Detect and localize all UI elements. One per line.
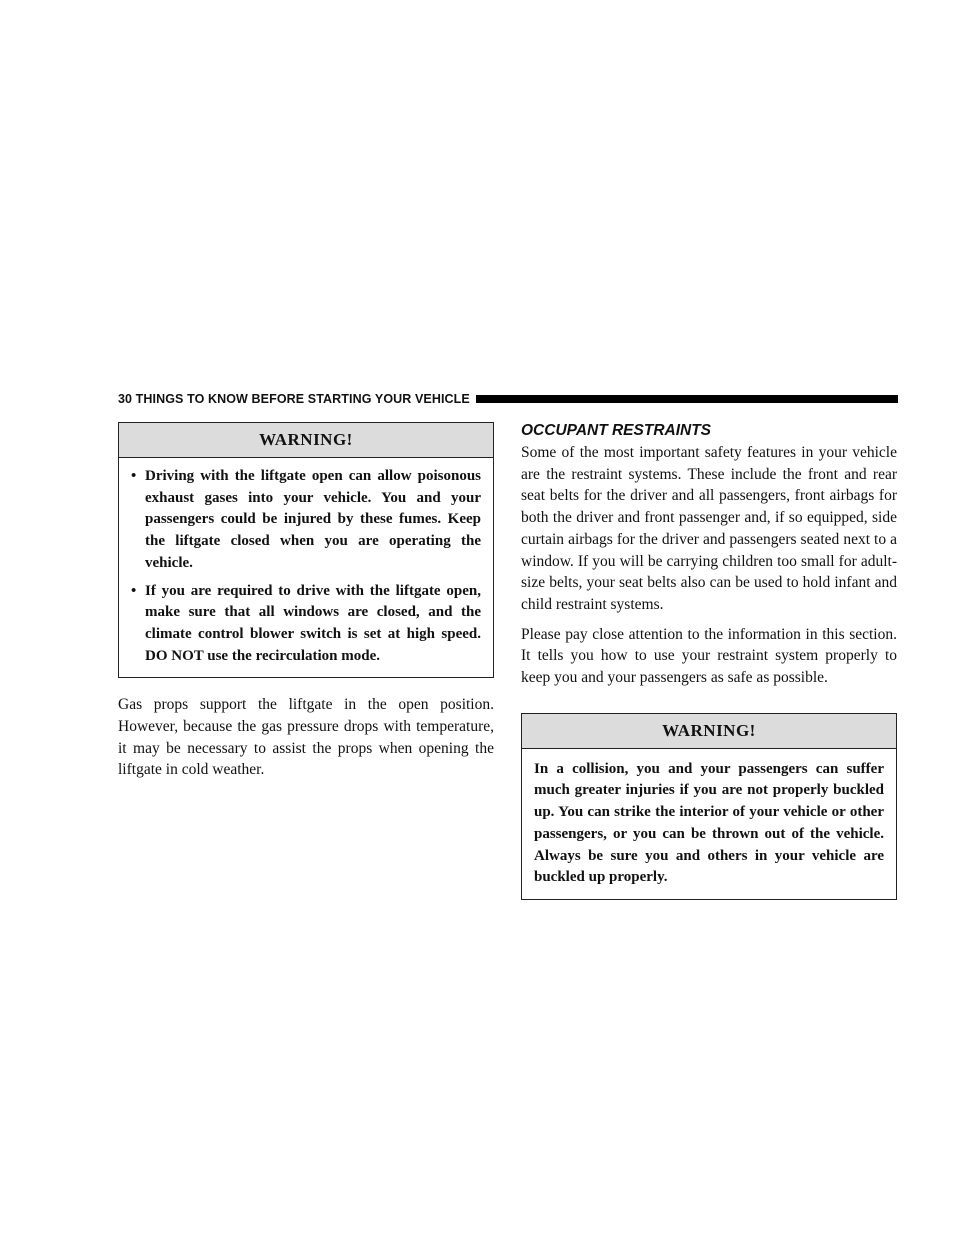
- warning-item-text: Driving with the liftgate open can allow poisonous exhaust gases into your vehicle. You and your passengers could be injured by these fumes. Keep the liftgate closed when you are operating the vehicle.: [145, 468, 481, 571]
- warning-title: WARNING!: [119, 423, 493, 458]
- warning-body: In a collision, you and your passengers can suffer much greater injuries if you are not properly buckled up. You can strike the interior of your vehicle or other passengers, or you can be thrown out of the vehicle. Always be sure you and others in your vehicle are buckled up properly.: [534, 760, 884, 886]
- section-title: OCCUPANT RESTRAINTS: [521, 422, 712, 439]
- warning-list: [131, 466, 481, 667]
- left-column: [118, 422, 494, 781]
- warning-list-item: [131, 581, 481, 668]
- restraints-paragraph-2: Please pay close attention to the information in this section. It tells you how to use your restraint system properly to keep you and your passengers as safe as possible.: [521, 625, 897, 687]
- warning-box-liftgate: [118, 422, 494, 678]
- right-column: [521, 422, 897, 900]
- warning-list-item: [131, 466, 481, 575]
- warning-box-seatbelts: [521, 713, 897, 900]
- warning-title: WARNING!: [522, 714, 896, 749]
- page-header: [118, 390, 898, 408]
- warning-item-text: If you are required to drive with the liftgate open, make sure that all windows are closed, and the climate control blower switch is set at high speed. DO NOT use the recirculation mode.: [145, 582, 481, 664]
- header-rule: [476, 395, 898, 403]
- page-header-text: 30 THINGS TO KNOW BEFORE STARTING YOUR VEHICLE: [118, 392, 470, 406]
- restraints-paragraph-1: Some of the most important safety features in your vehicle are the restraint systems. These include the front and rear seat belts for the driver and all passengers, front airbags for both the driver and front passenger and, if so equipped, side curtain airbags for the driver and passengers seated next to a window. If you will be carrying children too small for adult-size belts, your seat belts also can be used to hold infant and child restraint systems.: [521, 444, 897, 613]
- warning-body: [119, 458, 493, 677]
- liftgate-props-paragraph: Gas props support the liftgate in the open position. However, because the gas pressure drops with temperature, it may be necessary to assist the props when opening the liftgate in cold weather.: [118, 696, 494, 779]
- bullet-icon: •: [131, 468, 137, 484]
- bullet-icon: •: [131, 582, 137, 599]
